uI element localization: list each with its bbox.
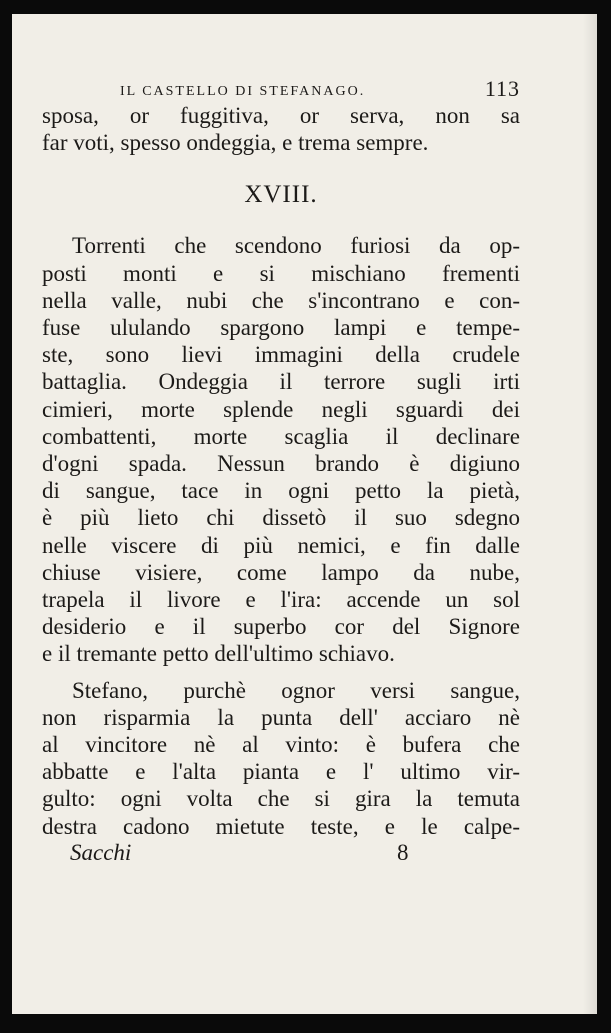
paragraph-gap [42, 668, 520, 677]
text-line: abbatte e l'alta pianta e l' ultimo vir- [42, 759, 520, 785]
text-line: Torrenti che scendono furiosi da op- [72, 233, 520, 259]
text-line: combattenti, morte scaglia il declinare [42, 423, 520, 449]
text-line: d'ogni spada. Nessun brando è digiuno [42, 451, 520, 477]
paragraph-1 [42, 232, 520, 667]
text-line: sposa, or fuggitiva, or serva, non sa [42, 103, 520, 128]
text-line: trapela il livore e l'ira: accende un sol [42, 587, 520, 613]
text-line: chiuse visiere, come lampo da nube, [42, 559, 520, 585]
text-line: nelle viscere di più nemici, e fin dalle [42, 532, 520, 558]
text-line: destra cadono mietute teste, e le calpe- [42, 813, 520, 839]
text-line: ste, sono lievi immagini della crudele [42, 342, 520, 368]
sheet-number: 8 [397, 839, 409, 865]
paragraph-2 [42, 677, 520, 840]
text-line: posti monti e si mischiano frementi [42, 260, 520, 286]
text-line: non risparmia la punta dell' acciaro nè [42, 704, 520, 730]
text-block [42, 76, 520, 870]
page-number: 113 [484, 76, 520, 101]
text-line: al vincitore nè al vinto: è bufera che [42, 732, 520, 758]
chapter-title: XVIII. [244, 181, 318, 209]
page-header [42, 76, 520, 102]
text-line: Stefano, purchè ognor versi sangue, [72, 677, 520, 703]
text-line: è più lieto chi dissetò il suo sdegno [42, 505, 520, 531]
text-line: cimieri, morte splende negli sguardi dei [42, 396, 520, 422]
opening-lines [42, 102, 520, 156]
text-line: gulto: ogni volta che si gira la temuta [42, 786, 520, 812]
printer-signature: Sacchi [70, 839, 132, 865]
text-line: fuse ululando spargono lampi e tempe- [42, 315, 520, 341]
text-line: di sangue, tace in ogni petto la pietà, [42, 478, 520, 504]
text-line: desiderio e il superbo cor del Signore [42, 614, 520, 640]
page-edge-shadow [583, 14, 597, 1014]
page-footer [42, 840, 520, 870]
text-line: far voti, spesso ondeggia, e trema sempre. [42, 130, 429, 156]
text-line: nella valle, nubi che s'incontrano e con- [42, 287, 520, 313]
book-page [12, 14, 597, 1014]
text-line: e il tremante petto dell'ultimo schiavo. [42, 641, 395, 667]
text-line: battaglia. Ondeggia il terrore sugli irti [42, 369, 520, 395]
running-title: IL CASTELLO DI STEFANAGO. [120, 84, 366, 99]
